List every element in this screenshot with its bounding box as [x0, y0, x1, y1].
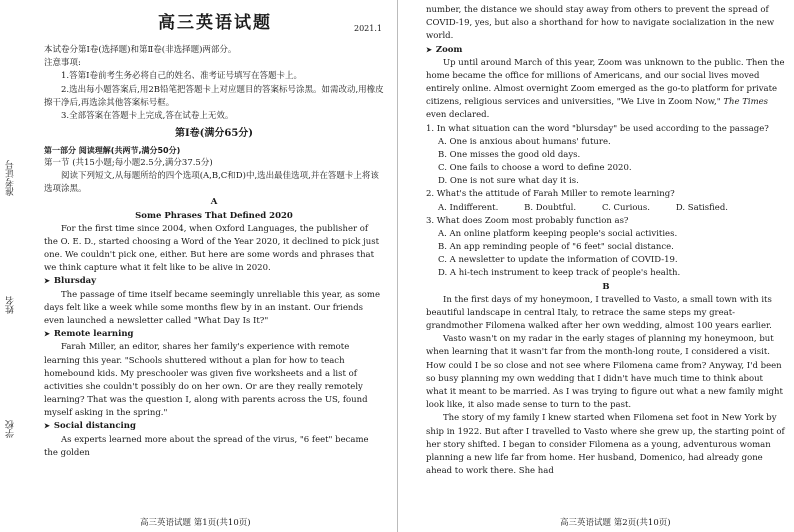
passage-b-letter: B [602, 281, 610, 292]
exam-title: 高三英语试题 [158, 13, 272, 33]
q2-option-b: B. Doubtful. [524, 202, 577, 213]
page-2 [400, 0, 794, 532]
q3-option-a: A. An online platform keeping people's social activities. [438, 228, 678, 239]
subheading-remote-learning: Remote learning [53, 329, 134, 340]
section-1-instructions: 阅读下列短文,从每题所给的四个选项(A,B,C和D)中,选出最佳选项,并在答题卡上将该选项涂黑。 [44, 171, 379, 195]
q1-option-d: D. One is not sure what day it is. [438, 176, 579, 187]
q3-option-b: B. An app reminding people of "6 feet" social distance. [438, 242, 674, 253]
volume-title: 第Ⅰ卷(满分65分) [174, 128, 254, 140]
passage-b-para-1: In the first days of my honeymoon, I travelled to Vasto, a small town with its beautiful landscape in central Italy, to retrace the same steps my great-grandmother Filomena walked after her own wedding, almost 100 years earlier. [426, 294, 772, 332]
q1-option-a: A. One is anxious about humans' future. [438, 136, 611, 147]
section-1-heading: 第一节 (共15小题;每小题2.5分,满分37.5分) [44, 157, 213, 168]
q2-option-a: A. Indifferent. [438, 202, 499, 213]
arrow-bullet-icon: ➤ [426, 44, 432, 54]
passage-a-para-5: Up until around March of this year, Zoom was unknown to the public. Then the home became the office for millions of Americans, and our social lives moved entirely online. Almost overnight Zoom emerged as the go-to platform for private citizens, religious services and universities, "We Live in Zoom Now," The Times even declared. [426, 57, 785, 121]
page-2-footer: 高三英语试题 第2页(共10页) [560, 518, 671, 528]
note-1: 1.答第Ⅰ卷前考生务必将自己的姓名、准考证号填写在答题卡上。 [61, 71, 302, 82]
passage-a-letter: A [210, 197, 218, 208]
passage-a-para-2: The passage of time itself became seemingly unreliable this year, as some days felt like a week while some months flew by in an instant. Our friends even launched a newsletter called "What Day Is It?" [44, 289, 381, 326]
arrow-bullet-icon: ➤ [44, 329, 50, 339]
note-3: 3.全部答案在答题卡上完成,答在试卷上无效。 [61, 110, 234, 121]
q2-option-c: C. Curious. [601, 202, 650, 213]
notes-heading: 注意事项: [44, 58, 81, 69]
note-2: 2.选出每小题答案后,用2B铅笔把答题卡上对应题目的答案标号涂黑。如需改动,用橡皮擦干净后,再选涂其他答案标号框。 [44, 84, 384, 108]
question-1: 1. In what situation can the word "blursday" be used according to the passage? [426, 123, 769, 134]
intro: 本试卷分第Ⅰ卷(选择题)和第Ⅱ卷(非选择题)两部分。 [44, 45, 237, 55]
part-1-heading: 第一部分 阅读理解(共两节,满分50分) [44, 145, 181, 155]
arrow-bullet-icon: ➤ [44, 276, 50, 286]
q2-option-d: D. Satisfied. [675, 202, 728, 213]
passage-a-para-4: As experts learned more about the spread of the virus, "6 feet" became the golden [44, 434, 369, 458]
passage-a-title: Some Phrases That Defined 2020 [135, 210, 293, 221]
q1-option-c: C. One fails to choose a word to define 2020. [438, 163, 632, 174]
q3-option-c: C. A newsletter to update the information of COVID-19. [438, 255, 678, 266]
arrow-bullet-icon: ➤ [44, 421, 50, 431]
q3-option-d: D. A hi-tech instrument to keep track of people's health. [438, 268, 681, 279]
subheading-zoom: Zoom [435, 44, 463, 55]
question-2: 2. What's the attitude of Farah Miller to remote learning? [426, 189, 675, 200]
passage-a-para-4-cont: number, the distance we should stay away from others to prevent the spread of COVID-19, yes, but also a shorthand for how to navigate socialization in the new world. [426, 5, 775, 42]
margin-label-name: 姓名 [6, 296, 16, 314]
passage-b-para-2: Vasto wasn't on my radar in the early stages of planning my honeymoon, but when learning that it wasn't far from the month-long route, I considered a visit. How could I be so close and not see where Filomena came from? Anyway, I'd been so busy planning my own wedding that I didn't have much time to think about what it meant to be married. As I was trying to figure out what a new family might look like, it also made sense to turn to the past. [426, 334, 783, 411]
passage-a-para-1: For the first time since 2004, when Oxford Languages, the publisher of the O. E. D., started choosing a Word of the Year 2020, it declined to pick just one. We couldn't pick one, either. But here are some words and phrases that we think capture what it felt like to be alive in 2020. [44, 223, 380, 274]
page-1-footer: 高三英语试题 第1页(共10页) [140, 518, 251, 528]
subheading-social-distancing: Social distancing [53, 421, 136, 432]
q1-option-b: B. One misses the good old days. [438, 149, 581, 160]
page-2-body [426, 4, 786, 478]
page-1-body [44, 44, 384, 460]
page-divider [397, 0, 398, 532]
subheading-blursday: Blursday [53, 276, 97, 287]
passage-b-para-3: The story of my family I knew started when Filomena set foot in New York by ship in 1922. But after I travelled to Vasto where she grew up, the starting point of her story shifted. I began to consider Filomena as a young, adventurous woman planning a new life far from home. Her husband, Domenico, had already gone ahead to work there. She had [426, 413, 785, 477]
q2-options [426, 202, 728, 215]
margin-label-school: 学校 [6, 420, 16, 438]
margin-label-exam-number: 准考证号 [6, 160, 16, 196]
question-3: 3. What does Zoom most probably function as? [426, 215, 629, 226]
newspaper-name: The Times [723, 97, 769, 108]
passage-a-para-3: Farah Miller, an editor, shares her family's experience with remote learning this year. "Schools shuttered without a plan for how to teach homebound kids. My preschooler was given five worksheets and a list of activities she couldn't possibly do on her own. Or are they really remotely learning? That was the question I, along with parents across the US, found myself asking in the spring." [44, 342, 368, 419]
exam-date: 2021.1 [354, 24, 382, 33]
